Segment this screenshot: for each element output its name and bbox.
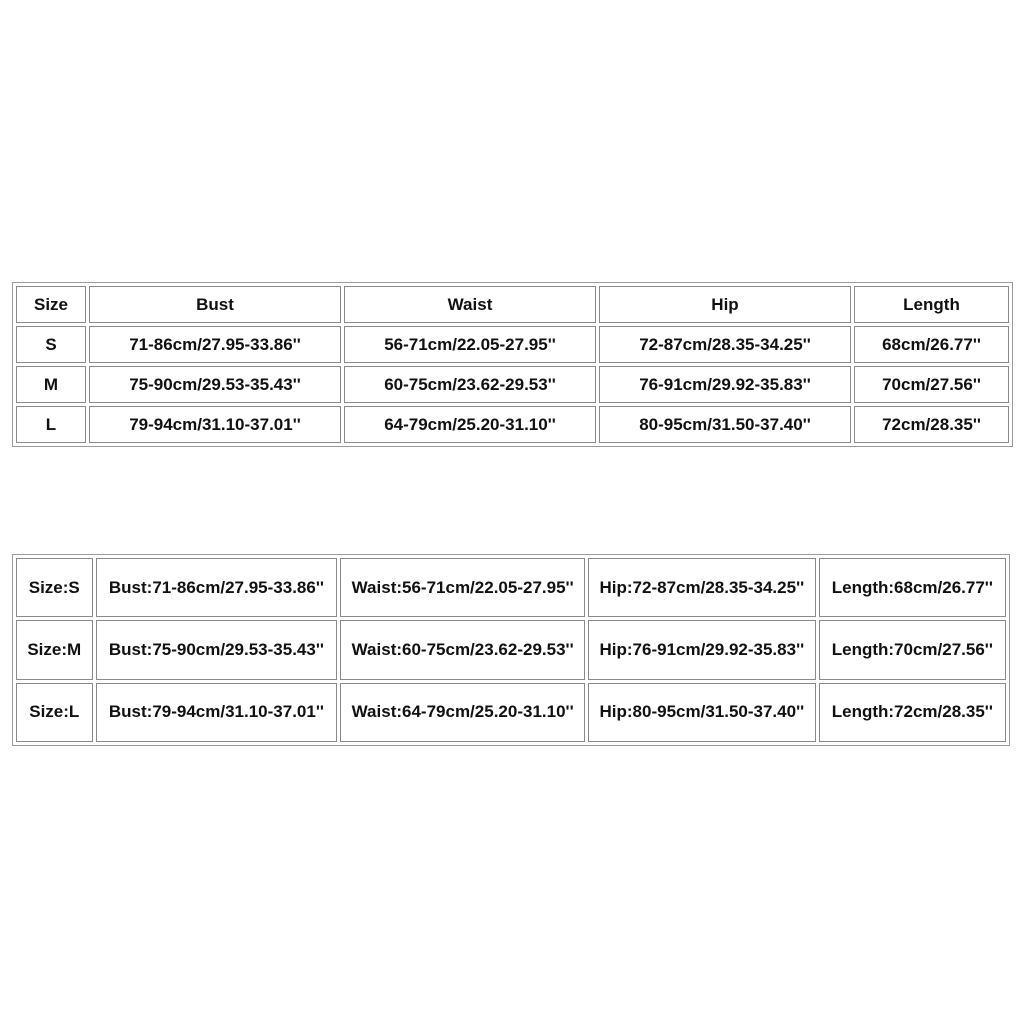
table-row [16,620,1006,679]
length-cell: 72cm/28.35'' [854,406,1009,443]
waist-cell: Waist:56-71cm/22.05-27.95'' [340,558,585,617]
header-hip: Hip [599,286,851,323]
size-detail-table [12,554,1010,746]
bust-cell: 79-94cm/31.10-37.01'' [89,406,341,443]
header-bust: Bust [89,286,341,323]
table-row [16,558,1006,617]
waist-cell: 64-79cm/25.20-31.10'' [344,406,596,443]
table-row [16,683,1006,742]
hip-cell: 76-91cm/29.92-35.83'' [599,366,851,403]
size-cell: Size:L [16,683,93,742]
size-cell: L [16,406,86,443]
hip-cell: 80-95cm/31.50-37.40'' [599,406,851,443]
waist-cell: 60-75cm/23.62-29.53'' [344,366,596,403]
table-row [16,406,1009,443]
waist-cell: Waist:64-79cm/25.20-31.10'' [340,683,585,742]
size-cell: Size:M [16,620,93,679]
length-cell: Length:70cm/27.56'' [819,620,1006,679]
header-waist: Waist [344,286,596,323]
length-cell: 70cm/27.56'' [854,366,1009,403]
table-row [16,326,1009,363]
hip-cell: Hip:80-95cm/31.50-37.40'' [588,683,816,742]
table-row [16,366,1009,403]
waist-cell: 56-71cm/22.05-27.95'' [344,326,596,363]
hip-cell: Hip:72-87cm/28.35-34.25'' [588,558,816,617]
header-size: Size [16,286,86,323]
size-cell: M [16,366,86,403]
header-length: Length [854,286,1009,323]
bust-cell: Bust:71-86cm/27.95-33.86'' [96,558,338,617]
bust-cell: Bust:79-94cm/31.10-37.01'' [96,683,338,742]
hip-cell: 72-87cm/28.35-34.25'' [599,326,851,363]
length-cell: Length:68cm/26.77'' [819,558,1006,617]
bust-cell: 71-86cm/27.95-33.86'' [89,326,341,363]
size-cell: Size:S [16,558,93,617]
size-chart-table [12,282,1013,447]
bust-cell: Bust:75-90cm/29.53-35.43'' [96,620,338,679]
bust-cell: 75-90cm/29.53-35.43'' [89,366,341,403]
waist-cell: Waist:60-75cm/23.62-29.53'' [340,620,585,679]
table-header-row [16,286,1009,323]
length-cell: 68cm/26.77'' [854,326,1009,363]
size-cell: S [16,326,86,363]
hip-cell: Hip:76-91cm/29.92-35.83'' [588,620,816,679]
length-cell: Length:72cm/28.35'' [819,683,1006,742]
